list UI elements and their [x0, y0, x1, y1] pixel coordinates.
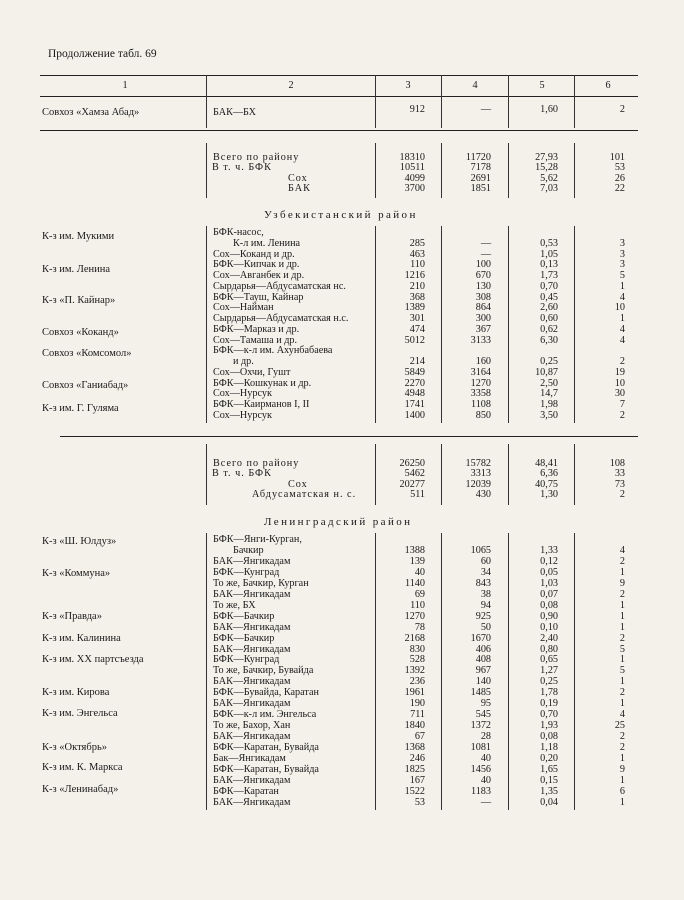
total-label: Абдусаматская н. с. — [252, 488, 357, 500]
district-heading: Узбекистанский район — [264, 209, 418, 221]
farm-name: К-з «Ш. Юлдуз» — [42, 536, 117, 547]
value-cell: 2 — [619, 742, 625, 754]
farm-name: К-з «Правда» — [42, 611, 102, 622]
value-cell: 2 — [619, 687, 625, 699]
value-cell: 1270 — [404, 610, 425, 622]
section-rule — [60, 436, 638, 437]
value-cell: 18310 — [399, 152, 425, 163]
section-rule — [40, 130, 638, 131]
value-cell: 1961 — [404, 687, 425, 699]
farm-name: К-з им. К. Маркса — [42, 762, 123, 773]
value-cell: 2168 — [404, 632, 425, 644]
value-cell: 11720 — [465, 152, 491, 163]
value-cell: 1,98 — [540, 399, 558, 410]
value-cell: 2691 — [470, 172, 491, 184]
column-number-header: 6 — [605, 80, 611, 91]
value-cell: 1216 — [404, 270, 425, 281]
source-name: БФК—Тауш, Кайнар — [213, 291, 304, 303]
source-name: Сох—Нурсук — [213, 388, 272, 400]
farm-name: Совхоз «Коканд» — [42, 327, 119, 338]
total-label: Сох — [288, 172, 308, 184]
value-cell: 3 — [619, 259, 625, 271]
column-rule — [206, 533, 207, 810]
value-cell: 38 — [480, 588, 491, 600]
value-cell: 2 — [619, 555, 625, 567]
source-name: Сох—Найман — [213, 302, 274, 314]
value-cell: 2270 — [404, 377, 425, 389]
value-cell: 0,20 — [540, 753, 558, 764]
value-cell: 367 — [475, 323, 491, 335]
farm-name: К-з им. Мукими — [42, 231, 115, 242]
column-rule — [206, 444, 207, 505]
value-cell: 101 — [609, 152, 625, 163]
value-cell: 545 — [475, 709, 491, 721]
value-cell: 5 — [619, 270, 625, 281]
value-cell: 130 — [475, 280, 491, 292]
value-cell: 4 — [619, 709, 625, 721]
value-cell: 1,05 — [540, 248, 558, 260]
value-cell: 5462 — [404, 468, 425, 480]
value-cell: 925 — [475, 610, 491, 622]
source-name: К-л им. Ленина — [233, 237, 301, 249]
value-cell: 0,25 — [540, 676, 558, 688]
value-cell: 67 — [414, 731, 425, 743]
column-rule — [206, 96, 207, 128]
value-cell: 78 — [414, 621, 425, 633]
value-cell: 0,60 — [540, 313, 558, 324]
value-cell: — — [480, 248, 491, 260]
value-cell: 850 — [475, 409, 491, 421]
value-cell: 1,03 — [540, 577, 558, 589]
value-cell: 1368 — [404, 742, 425, 754]
value-cell: 33 — [614, 468, 625, 480]
value-cell: 5849 — [404, 366, 425, 378]
value-cell: 2 — [619, 409, 625, 421]
total-label: В т. ч. БФК — [212, 162, 272, 174]
value-cell: 430 — [475, 488, 491, 500]
value-cell: 5 — [619, 643, 625, 655]
value-cell: 214 — [409, 356, 425, 367]
column-number-header: 3 — [405, 80, 411, 91]
value-cell: 3,50 — [540, 409, 558, 421]
value-cell: 2 — [619, 488, 625, 500]
value-cell: 1,78 — [540, 687, 558, 699]
value-cell: 0,07 — [540, 588, 558, 600]
value-cell: 1392 — [404, 665, 425, 677]
source-name: БАК—Янгикадам — [213, 698, 291, 710]
source-name: БФК—Каратан — [213, 785, 279, 797]
value-cell: 26250 — [399, 458, 425, 469]
source-name: БФК—к-л им. Ахунбабаева — [213, 345, 333, 357]
farm-name: К-з им. Г. Гуляма — [42, 403, 119, 414]
source-name: БФК—Кунград — [213, 654, 280, 666]
value-cell: 843 — [475, 577, 491, 589]
farm-name: Совхоз «Хамза Абад» — [42, 107, 140, 118]
farm-name: Совхоз «Комсомол» — [42, 348, 132, 359]
value-cell: 1,27 — [540, 665, 558, 677]
value-cell: 0,12 — [540, 555, 558, 567]
value-cell: 6,36 — [540, 468, 558, 480]
value-cell: 1065 — [470, 544, 491, 556]
value-cell: 5012 — [404, 334, 425, 346]
source-name: То же, Бачкир, Бувайда — [213, 665, 314, 677]
value-cell: 210 — [409, 280, 425, 292]
value-cell: 511 — [410, 488, 425, 500]
value-cell: 40 — [414, 566, 425, 578]
value-cell: 69 — [414, 588, 425, 600]
value-cell: 140 — [475, 676, 491, 688]
value-cell: — — [480, 104, 491, 115]
column-rule — [574, 75, 575, 96]
column-rule — [206, 75, 207, 96]
value-cell: 0,04 — [540, 796, 558, 808]
column-rule — [508, 75, 509, 96]
value-cell: 26 — [614, 172, 625, 184]
value-cell: 670 — [475, 270, 491, 281]
value-cell: 7,03 — [540, 182, 558, 194]
value-cell: 3358 — [470, 388, 491, 400]
value-cell: 0,90 — [540, 610, 558, 622]
value-cell: 4 — [619, 323, 625, 335]
source-name: Сырдарья—Абдусаматская н.с. — [213, 313, 349, 324]
source-name: БФК—Марказ и др. — [213, 323, 300, 335]
value-cell: 4 — [619, 334, 625, 346]
value-cell: 912 — [409, 104, 425, 115]
source-name: БФК—к-л им. Энгельса — [213, 709, 317, 721]
column-rule — [206, 226, 207, 423]
source-name: БФК—Каратан, Бувайда — [213, 763, 319, 775]
farm-name: К-з им. Энгельса — [42, 708, 118, 719]
value-cell: 0,15 — [540, 774, 558, 786]
source-name: БАК—Янгикадам — [213, 731, 291, 743]
value-cell: 20277 — [399, 478, 425, 490]
source-name: БАК—Янгикадам — [213, 555, 291, 567]
value-cell: 110 — [410, 259, 425, 271]
source-name: БФК-насос, — [213, 227, 264, 238]
value-cell: 1400 — [404, 409, 425, 421]
value-cell: 73 — [614, 478, 625, 490]
value-cell: 19 — [614, 366, 625, 378]
source-name: БАК—Янгикадам — [213, 643, 291, 655]
value-cell: 1 — [619, 621, 625, 633]
value-cell: — — [480, 796, 491, 808]
value-cell: 0,65 — [540, 654, 558, 666]
header-bottom-rule — [40, 96, 638, 97]
value-cell: 1851 — [470, 182, 491, 194]
column-number-header: 4 — [472, 80, 478, 91]
value-cell: 0,19 — [540, 698, 558, 710]
value-cell: 30 — [614, 388, 625, 400]
value-cell: 1 — [619, 654, 625, 666]
source-name: То же, Бачкир, Курган — [213, 577, 309, 589]
value-cell: 5 — [619, 665, 625, 677]
farm-name: К-з «Ленинабад» — [42, 784, 119, 795]
source-name: То же, БХ — [213, 599, 256, 611]
value-cell: 28 — [480, 731, 491, 743]
value-cell: 1 — [619, 753, 625, 764]
farm-name: К-з «Коммуна» — [42, 568, 111, 579]
source-name: БФК—Бачкир — [213, 632, 275, 644]
value-cell: 0,70 — [540, 280, 558, 292]
column-number-header: 5 — [539, 80, 545, 91]
value-cell: 2 — [619, 104, 625, 115]
source-name: БАК—Янгикадам — [213, 621, 291, 633]
district-heading: Ленинградский район — [264, 516, 413, 528]
value-cell: 967 — [475, 665, 491, 677]
value-cell: 0,45 — [540, 291, 558, 303]
source-name: БФК—Янги-Курган, — [213, 534, 302, 545]
value-cell: 53 — [414, 796, 425, 808]
value-cell: 2 — [619, 588, 625, 600]
value-cell: 406 — [475, 643, 491, 655]
farm-name: К-з «Октябрь» — [42, 742, 107, 753]
header-top-rule — [40, 75, 638, 76]
total-label: В т. ч. БФК — [212, 468, 272, 480]
value-cell: 1522 — [404, 785, 425, 797]
value-cell: 7 — [619, 399, 625, 410]
source-name: БФК—Каратан, Бувайда — [213, 742, 319, 754]
value-cell: 6 — [619, 785, 625, 797]
source-name: БАК—БХ — [213, 107, 257, 118]
value-cell: 40 — [480, 753, 491, 764]
value-cell: 1,18 — [540, 742, 558, 754]
value-cell: 0,05 — [540, 566, 558, 578]
value-cell: 4 — [619, 291, 625, 303]
total-label: Сох — [288, 478, 308, 490]
source-name: БФК—Кипчак и др. — [213, 259, 300, 271]
value-cell: 15,28 — [535, 162, 558, 174]
value-cell: 1,30 — [540, 488, 558, 500]
value-cell: 22 — [614, 182, 625, 194]
value-cell: 1081 — [470, 742, 491, 754]
farm-name: Совхоз «Ганиабад» — [42, 380, 129, 391]
value-cell: 711 — [410, 709, 425, 721]
value-cell: 12039 — [465, 478, 491, 490]
value-cell: 1 — [619, 313, 625, 324]
value-cell: 463 — [409, 248, 425, 260]
value-cell: 0,10 — [540, 621, 558, 633]
value-cell: 0,08 — [540, 731, 558, 743]
value-cell: 1183 — [471, 785, 491, 797]
value-cell: 5,62 — [540, 172, 558, 184]
total-label: Всего по району — [213, 152, 300, 163]
value-cell: 53 — [614, 162, 625, 174]
value-cell: 1 — [619, 566, 625, 578]
value-cell: 1,65 — [540, 763, 558, 775]
value-cell: 1270 — [470, 377, 491, 389]
value-cell: 3164 — [470, 366, 491, 378]
value-cell: 4 — [619, 544, 625, 556]
value-cell: 1485 — [470, 687, 491, 699]
value-cell: 9 — [619, 763, 625, 775]
value-cell: 25 — [614, 720, 625, 732]
source-name: Сох—Коканд и др. — [213, 248, 295, 260]
value-cell: 27,93 — [535, 152, 558, 163]
value-cell: 6,30 — [540, 334, 558, 346]
value-cell: 100 — [475, 259, 491, 271]
value-cell: 4948 — [404, 388, 425, 400]
value-cell: 246 — [409, 753, 425, 764]
value-cell: 1840 — [404, 720, 425, 732]
column-number-header: 2 — [288, 80, 294, 91]
value-cell: 474 — [409, 323, 425, 335]
value-cell: 110 — [410, 599, 425, 611]
source-name: и др. — [233, 356, 254, 367]
value-cell: 9 — [619, 577, 625, 589]
value-cell: 3700 — [404, 182, 425, 194]
value-cell: 2 — [619, 356, 625, 367]
value-cell: 60 — [480, 555, 491, 567]
value-cell: 108 — [609, 458, 625, 469]
source-name: БАК—Янгикадам — [213, 796, 291, 808]
value-cell: 1 — [619, 610, 625, 622]
source-name: БФК—Бувайда, Каратан — [213, 687, 319, 699]
source-name: БАК—Янгикадам — [213, 774, 291, 786]
value-cell: — — [480, 237, 491, 249]
value-cell: 40,75 — [535, 478, 558, 490]
source-name: БАК—Янгикадам — [213, 588, 291, 600]
value-cell: 160 — [475, 356, 491, 367]
value-cell: 1825 — [404, 763, 425, 775]
value-cell: 0,13 — [540, 259, 558, 271]
column-rule — [206, 143, 207, 198]
table-caption: Продолжение табл. 69 — [48, 48, 157, 60]
value-cell: 1,93 — [540, 720, 558, 732]
value-cell: 94 — [480, 599, 491, 611]
value-cell: 0,25 — [540, 356, 558, 367]
total-label: БАК — [288, 182, 311, 194]
value-cell: 1,35 — [540, 785, 558, 797]
value-cell: 3 — [619, 237, 625, 249]
value-cell: 1140 — [405, 577, 425, 589]
value-cell: 1388 — [404, 544, 425, 556]
value-cell: 300 — [475, 313, 491, 324]
farm-name: К-з «П. Кайнар» — [42, 295, 116, 306]
value-cell: 48,41 — [535, 458, 558, 469]
value-cell: 95 — [480, 698, 491, 710]
value-cell: 236 — [409, 676, 425, 688]
value-cell: 0,70 — [540, 709, 558, 721]
farm-name: К-з им. Кирова — [42, 687, 110, 698]
farm-name: К-з им. XX партсъезда — [42, 654, 144, 665]
value-cell: 1 — [619, 280, 625, 292]
value-cell: 1670 — [470, 632, 491, 644]
value-cell: 1 — [619, 698, 625, 710]
value-cell: 0,08 — [540, 599, 558, 611]
value-cell: 1108 — [471, 399, 491, 410]
source-name: Сох—Авганбек и др. — [213, 270, 305, 281]
source-name: БФК—Кунград — [213, 566, 280, 578]
source-name: БФК—Бачкир — [213, 610, 275, 622]
value-cell: 1372 — [470, 720, 491, 732]
value-cell: 1,73 — [540, 270, 558, 281]
column-number-header: 1 — [122, 80, 128, 91]
value-cell: 830 — [409, 643, 425, 655]
value-cell: 285 — [409, 237, 425, 249]
value-cell: 308 — [475, 291, 491, 303]
value-cell: 15782 — [465, 458, 491, 469]
value-cell: 14,7 — [540, 388, 558, 400]
value-cell: 301 — [409, 313, 425, 324]
value-cell: 1 — [619, 774, 625, 786]
value-cell: 167 — [409, 774, 425, 786]
value-cell: 368 — [409, 291, 425, 303]
value-cell: 1 — [619, 796, 625, 808]
column-rule — [441, 75, 442, 96]
source-name: То же, Бахор, Хан — [213, 720, 291, 732]
value-cell: 528 — [409, 654, 425, 666]
value-cell: 1 — [619, 676, 625, 688]
value-cell: 2,40 — [540, 632, 558, 644]
value-cell: 3 — [619, 248, 625, 260]
value-cell: 408 — [475, 654, 491, 666]
value-cell: 0,62 — [540, 323, 558, 335]
source-name: БФК—Кошкунак и др. — [213, 377, 312, 389]
source-name: Бачкир — [233, 544, 264, 556]
source-name: Сох—Охчи, Гушт — [213, 366, 291, 378]
value-cell: 864 — [475, 302, 491, 314]
farm-name: К-з им. Калинина — [42, 633, 121, 644]
value-cell: 139 — [409, 555, 425, 567]
value-cell: 1,60 — [540, 104, 558, 115]
value-cell: 2,60 — [540, 302, 558, 314]
value-cell: 10,87 — [535, 366, 558, 378]
source-name: Сырдарья—Абдусаматская нс. — [213, 280, 346, 292]
value-cell: 1741 — [404, 399, 425, 410]
value-cell: 7178 — [470, 162, 491, 174]
value-cell: 4099 — [404, 172, 425, 184]
source-name: БАК—Янгикадам — [213, 676, 291, 688]
value-cell: 3133 — [470, 334, 491, 346]
value-cell: 10 — [614, 302, 625, 314]
source-name: Бак—Янгикадам — [213, 753, 286, 764]
value-cell: 0,53 — [540, 237, 558, 249]
value-cell: 1,33 — [540, 544, 558, 556]
total-label: Всего по району — [213, 458, 300, 469]
value-cell: 10511 — [399, 162, 425, 174]
column-rule — [375, 75, 376, 96]
value-cell: 1389 — [404, 302, 425, 314]
value-cell: 0,80 — [540, 643, 558, 655]
value-cell: 3313 — [470, 468, 491, 480]
farm-name: К-з им. Ленина — [42, 264, 111, 275]
value-cell: 2,50 — [540, 377, 558, 389]
source-name: БФК—Каирманов I, II — [213, 399, 310, 410]
value-cell: 190 — [409, 698, 425, 710]
source-name: Сох—Нурсук — [213, 409, 272, 421]
value-cell: 1 — [619, 599, 625, 611]
value-cell: 10 — [614, 377, 625, 389]
value-cell: 34 — [480, 566, 491, 578]
value-cell: 2 — [619, 731, 625, 743]
value-cell: 40 — [480, 774, 491, 786]
value-cell: 2 — [619, 632, 625, 644]
source-name: Сох—Тамаша и др. — [213, 334, 298, 346]
value-cell: 1456 — [470, 763, 491, 775]
value-cell: 50 — [480, 621, 491, 633]
